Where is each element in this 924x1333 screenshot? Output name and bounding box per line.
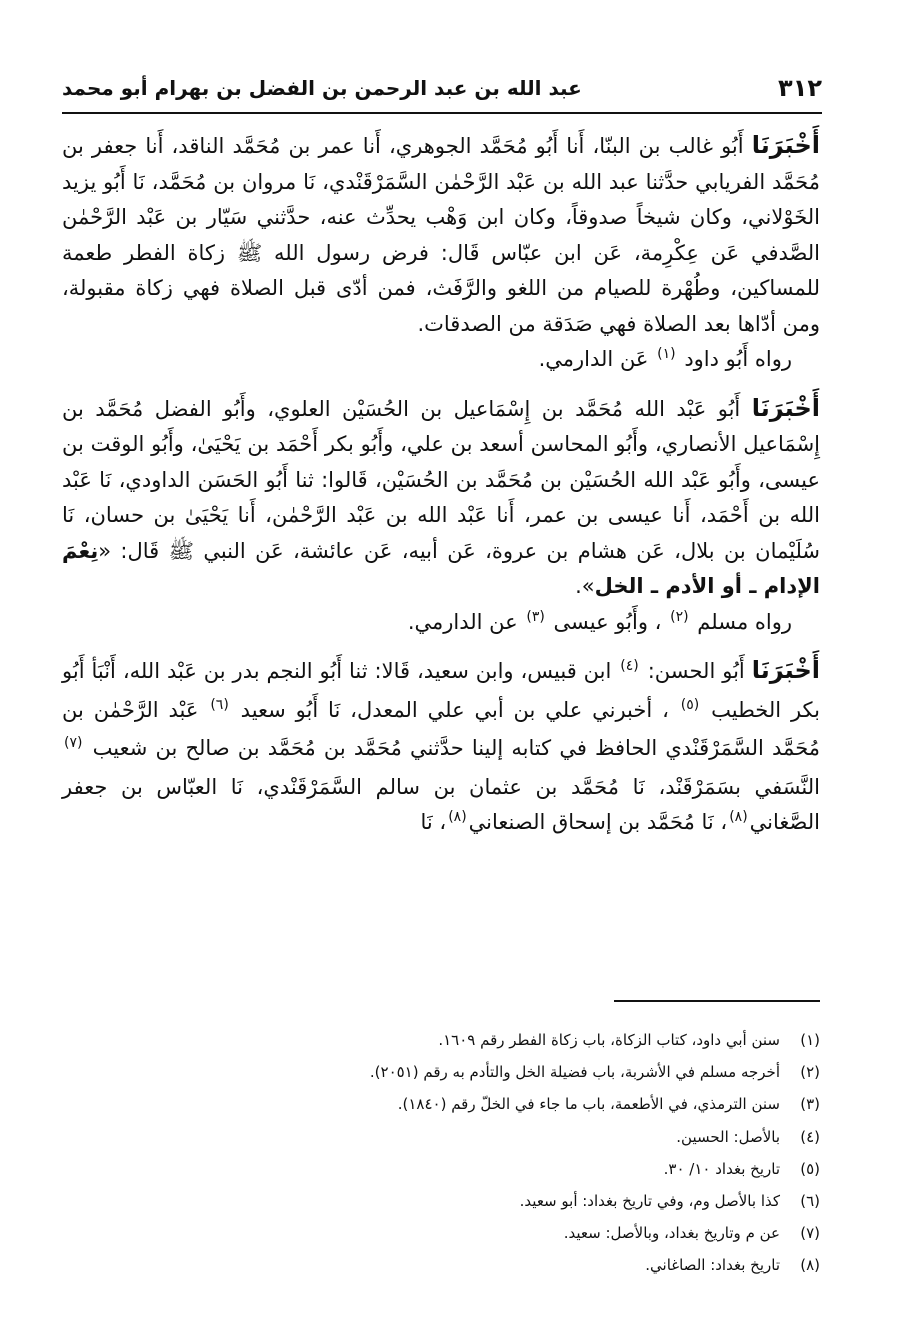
footnote-ref-4[interactable]: (٤) xyxy=(620,658,639,674)
footnote-ref-3[interactable]: (٣) xyxy=(526,608,545,625)
footnote-ref-7[interactable]: (٧) xyxy=(64,735,83,751)
footnote-number: (٥) xyxy=(800,1159,820,1178)
footnote-item xyxy=(62,1217,820,1249)
page-header xyxy=(62,68,822,108)
footnote-item xyxy=(62,1024,820,1056)
footnote-number: (٤) xyxy=(800,1127,820,1146)
footnote-number: (٧) xyxy=(800,1224,820,1243)
footnote-ref-1[interactable]: (١) xyxy=(657,346,676,362)
footnote-item xyxy=(62,1121,820,1153)
attribution-text: عَن الدارمي. xyxy=(538,347,649,371)
attribution-text: رواه أَبُو داود xyxy=(684,347,792,371)
paragraph-text: ، أخبرني علي بن أبي علي المعدل، نَا أَبُو سعيد xyxy=(240,697,669,722)
footnote-text: كذا بالأصل وم، وفي تاريخ بغداد: أبو سعيد. xyxy=(519,1192,780,1211)
footnote-text: تاريخ بغداد: الصاغاني. xyxy=(645,1256,780,1275)
lead-word: أَخْبَرَنَا xyxy=(751,393,820,422)
footnote-ref-5[interactable]: (٥) xyxy=(680,696,700,713)
running-title: عبد الله بن عبد الرحمن بن الفضل بن بهرام أبو محمد xyxy=(62,76,582,100)
lead-word: أَخْبَرَنَا xyxy=(751,131,820,159)
footnote-ref-6[interactable]: (٦) xyxy=(210,696,229,713)
footnote-item xyxy=(62,1185,820,1217)
paragraph-text: ». xyxy=(575,574,595,598)
footnote-item xyxy=(62,1153,820,1185)
main-text xyxy=(62,128,820,844)
footnotes-list xyxy=(62,1024,820,1282)
footnote-item xyxy=(62,1088,820,1120)
attribution-line-1 xyxy=(62,342,820,381)
paragraph-text: النَّسَفي بسَمَرْقَنْد، نَا مُحَمَّد بن عثمان بن سالم السَّمَرْقَنْدي، نَا العبّاس بن جعفر الصَّغاني xyxy=(62,774,820,834)
footnote-text: سنن الترمذي، في الأطعمة، باب ما جاء في الخلّ رقم (١٨٤٠). xyxy=(397,1095,780,1114)
narration-paragraph-3 xyxy=(62,653,820,844)
footnote-separator xyxy=(614,1000,820,1002)
footnote-item xyxy=(62,1249,820,1281)
footnote-number: (١) xyxy=(800,1031,820,1049)
footnote-text: عن م وتاريخ بغداد، وبالأصل: سعيد. xyxy=(563,1224,780,1243)
paragraph-text: عَبْد الرَّحْمٰن بن مُحَمَّد السَّمَرْقَنْدي الحافظ في كتابه إلينا حدَّثني مُحَمَّد بن مُحَمَّد بن صالح بن شعيب xyxy=(62,697,820,760)
footnote-text: سنن أبي داود، كتاب الزكاة، باب زكاة الفطر رقم ١٦٠٩. xyxy=(438,1031,780,1049)
narration-paragraph-1 xyxy=(62,128,820,342)
attribution-text: رواه مسلم xyxy=(697,609,792,634)
paragraph-text: أَبُو غالب بن البنّا، أَنا أَبُو مُحَمَّد الجوهري، أَنا عمر بن مُحَمَّد الناقد، أَنا جعفر بن مُحَمَّد الفريابي حدَّثنا عبد الله بن عَبْد الرَّحْمٰن السَّمَرْقَنْدي، نَا مروان بن مُحَمَّد، نَا أَبُو يزيد الخَوْلاني، وكان شيخاً صدوقاً، وكان ابن وَهْب يحدِّث عنه، حدَّثني سَيّار بن عَبْد الرَّحْمٰن الصَّدفي عَن عِكْرِمة، عَن ابن عبّاس قَال: فرض رسول الله ﷺ زكاة الفطر طعمة للمساكين، وطُهْرة للصيام من اللغو والرَّفَث، فمن أدّى قبل الصلاة فهي زكاة مقبولة، ومن أدّاها بعد الصلاة فهي صَدَقة من الصدقات. xyxy=(62,134,820,336)
attribution-line-2 xyxy=(62,605,820,644)
lead-word: أَخْبَرَنَا xyxy=(751,656,820,684)
footnote-text: بالأصل: الحسين. xyxy=(676,1127,780,1146)
paragraph-text: ، نَا مُحَمَّد بن إسحاق الصنعاني xyxy=(468,810,728,834)
hadith-quote: نِعْمَ الإدام ـ أو الأدم ـ الخل xyxy=(62,538,820,598)
footnote-ref-8[interactable]: (٨) xyxy=(448,809,467,825)
footnote-item xyxy=(62,1056,820,1088)
footnote-number: (٣) xyxy=(800,1095,820,1114)
paragraph-text: ابن قبيس، وابن سعيد، قَالا: ثنا أَبُو النجم بدر بن عَبْد الله، أَنْبَأ أَبُو بكر الخطيب xyxy=(62,659,820,722)
footnote-number: (٦) xyxy=(800,1192,820,1211)
paragraph-text: أَبُو عَبْد الله مُحَمَّد بن إِسْمَاعيل بن الحُسَيْن العلوي، وأَبُو الفضل مُحَمَّد بن إِسْمَاعيل الأنصاري، وأَبُو المحاسن أسعد بن علي، وأَبُو بكر أَحْمَد بن يَحْيَىٰ، وأَبُو الوقت بن عيسى، وأَبُو عَبْد الله الحُسَيْن بن مُحَمَّد بن الحُسَيْن، قَالوا: ثنا أَبُو الحَسَن الداودي، نَا عَبْد الله بن أَحْمَد، أَنا عيسى بن عمر، أَنا عَبْد الله بن عَبْد الرَّحْمٰن، أَنا يَحْيَىٰ بن حسان، نَا سُلَيْمان بن بلال، عَن هشام بن عروة، عَن أبيه، عَن عائشة، عَن النبي ﷺ قَال: « xyxy=(62,396,820,563)
footnote-number: (٢) xyxy=(800,1063,820,1082)
attribution-text: عن الدارمي. xyxy=(407,609,518,634)
footnote-text: تاريخ بغداد ١٠/ ٣٠. xyxy=(663,1159,780,1178)
paragraph-text: أَبُو الحسن: xyxy=(647,659,752,683)
footnote-text: أخرجه مسلم في الأشربة، باب فضيلة الخل والتأدم به رقم (٢٠٥١). xyxy=(369,1063,780,1082)
page-number: ٣١٢ xyxy=(778,74,822,102)
footnote-ref-8[interactable]: (٨) xyxy=(729,809,748,825)
paragraph-text: ، نَا xyxy=(420,810,447,834)
footnote-number: (٨) xyxy=(800,1256,820,1275)
footnote-ref-2[interactable]: (٢) xyxy=(670,608,689,625)
narration-paragraph-2 xyxy=(62,391,820,605)
header-rule xyxy=(62,112,822,114)
attribution-text: ، وأَبُو عيسى xyxy=(553,609,662,634)
